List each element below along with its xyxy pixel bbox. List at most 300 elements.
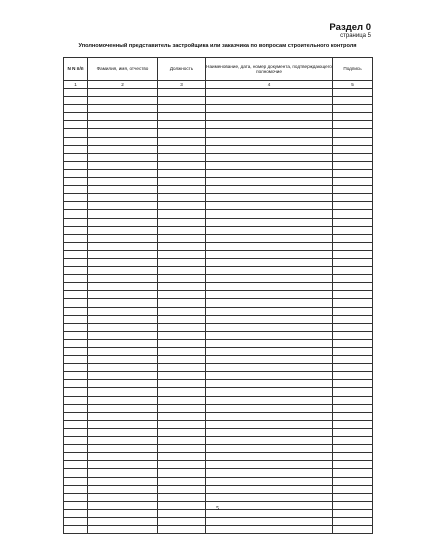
table-cell	[158, 105, 206, 113]
table-cell	[158, 129, 206, 137]
table-cell	[88, 461, 158, 469]
column-number: 4	[206, 81, 333, 89]
table-cell	[158, 113, 206, 121]
table-cell	[333, 372, 373, 380]
table-row	[64, 186, 373, 194]
table-cell	[88, 137, 158, 145]
table-row	[64, 89, 373, 97]
table-cell	[64, 242, 88, 250]
table-cell	[333, 250, 373, 258]
table-cell	[88, 97, 158, 105]
table-cell	[206, 97, 333, 105]
table-cell	[64, 283, 88, 291]
table-cell	[64, 404, 88, 412]
table-cell	[206, 186, 333, 194]
table-cell	[88, 339, 158, 347]
table-cell	[206, 89, 333, 97]
table-cell	[64, 105, 88, 113]
table-cell	[158, 404, 206, 412]
column-number: 5	[333, 81, 373, 89]
table-cell	[206, 105, 333, 113]
table-cell	[158, 412, 206, 420]
column-number: 2	[88, 81, 158, 89]
table-cell	[64, 129, 88, 137]
table-row	[64, 307, 373, 315]
table-cell	[206, 145, 333, 153]
table-cell	[206, 202, 333, 210]
table-cell	[333, 105, 373, 113]
table-cell	[206, 194, 333, 202]
table-cell	[158, 437, 206, 445]
table-cell	[206, 234, 333, 242]
table-row	[64, 493, 373, 501]
table-row	[64, 372, 373, 380]
table-cell	[206, 291, 333, 299]
table-row	[64, 428, 373, 436]
table-cell	[333, 445, 373, 453]
table-row	[64, 121, 373, 129]
table-cell	[333, 348, 373, 356]
table-cell	[158, 97, 206, 105]
table-cell	[88, 428, 158, 436]
page-number: 5	[216, 506, 219, 512]
table-cell	[88, 161, 158, 169]
table-cell	[158, 210, 206, 218]
table-cell	[158, 315, 206, 323]
table-cell	[158, 267, 206, 275]
table-cell	[64, 323, 88, 331]
table-cell	[206, 445, 333, 453]
table-cell	[64, 493, 88, 501]
table-cell	[88, 404, 158, 412]
table-cell	[64, 153, 88, 161]
table-row	[64, 291, 373, 299]
table-cell	[64, 380, 88, 388]
table-row	[64, 461, 373, 469]
table-cell	[206, 356, 333, 364]
table-cell	[333, 364, 373, 372]
table-cell	[158, 137, 206, 145]
table-cell	[158, 186, 206, 194]
table-cell	[158, 161, 206, 169]
table-cell	[333, 299, 373, 307]
table-cell	[88, 437, 158, 445]
table-cell	[206, 477, 333, 485]
table-cell	[158, 526, 206, 534]
table-cell	[333, 283, 373, 291]
table-cell	[206, 315, 333, 323]
table-cell	[333, 129, 373, 137]
table-row	[64, 356, 373, 364]
table-cell	[158, 469, 206, 477]
table-cell	[333, 137, 373, 145]
column-number-row	[64, 81, 373, 89]
table-cell	[88, 331, 158, 339]
table-cell	[333, 493, 373, 501]
table-cell	[206, 242, 333, 250]
table-cell	[158, 485, 206, 493]
table-cell	[206, 161, 333, 169]
table-cell	[333, 89, 373, 97]
table-cell	[88, 493, 158, 501]
table-cell	[88, 218, 158, 226]
table-row	[64, 129, 373, 137]
table-cell	[64, 364, 88, 372]
table-cell	[333, 194, 373, 202]
table-row	[64, 218, 373, 226]
table-cell	[333, 210, 373, 218]
table-cell	[206, 250, 333, 258]
table-cell	[88, 372, 158, 380]
column-header: Наименование, дата, номер документа, подтверждающего полномочие	[206, 58, 333, 81]
table-cell	[206, 388, 333, 396]
table-cell	[64, 372, 88, 380]
table-cell	[333, 404, 373, 412]
table-cell	[158, 283, 206, 291]
table-cell	[88, 153, 158, 161]
table-cell	[64, 178, 88, 186]
table-cell	[333, 412, 373, 420]
table-cell	[206, 169, 333, 177]
table-row	[64, 412, 373, 420]
table-cell	[88, 364, 158, 372]
table-cell	[158, 388, 206, 396]
table-cell	[88, 420, 158, 428]
table-row	[64, 113, 373, 121]
column-header: Подпись	[333, 58, 373, 81]
table-cell	[88, 477, 158, 485]
table-cell	[158, 202, 206, 210]
table-cell	[158, 145, 206, 153]
table-row	[64, 445, 373, 453]
document-title: Уполномоченный представитель застройщика или заказчика по вопросам строительного контроля	[78, 43, 357, 49]
table-cell	[88, 526, 158, 534]
table-cell	[64, 113, 88, 121]
table-cell	[64, 388, 88, 396]
table-cell	[88, 105, 158, 113]
table-cell	[64, 469, 88, 477]
table-cell	[206, 404, 333, 412]
table-row	[64, 194, 373, 202]
table-row	[64, 453, 373, 461]
table-cell	[158, 477, 206, 485]
table-cell	[64, 137, 88, 145]
table-cell	[158, 291, 206, 299]
table-row	[64, 420, 373, 428]
table-cell	[88, 169, 158, 177]
table-cell	[206, 412, 333, 420]
column-header: Должность	[158, 58, 206, 81]
table-cell	[64, 420, 88, 428]
table-cell	[64, 339, 88, 347]
table-cell	[64, 267, 88, 275]
table-row	[64, 517, 373, 525]
table-row	[64, 364, 373, 372]
table-cell	[333, 461, 373, 469]
table-cell	[206, 331, 333, 339]
table-cell	[206, 469, 333, 477]
table-row	[64, 339, 373, 347]
table-row	[64, 469, 373, 477]
table-cell	[64, 307, 88, 315]
table-cell	[206, 267, 333, 275]
table-cell	[64, 526, 88, 534]
table-row	[64, 250, 373, 258]
table-row	[64, 396, 373, 404]
table-cell	[64, 315, 88, 323]
table-cell	[206, 453, 333, 461]
table-cell	[158, 372, 206, 380]
table-cell	[88, 307, 158, 315]
table-row	[64, 380, 373, 388]
table-cell	[64, 356, 88, 364]
table-cell	[333, 267, 373, 275]
table-cell	[88, 412, 158, 420]
table-row	[64, 242, 373, 250]
table-row	[64, 137, 373, 145]
table-cell	[206, 226, 333, 234]
table-cell	[206, 113, 333, 121]
table-cell	[88, 445, 158, 453]
table-cell	[206, 396, 333, 404]
table-cell	[206, 461, 333, 469]
table-row	[64, 161, 373, 169]
table-cell	[158, 428, 206, 436]
table-cell	[333, 526, 373, 534]
table-cell	[64, 202, 88, 210]
table-cell	[206, 307, 333, 315]
table-cell	[333, 428, 373, 436]
table-cell	[64, 275, 88, 283]
table-row	[64, 526, 373, 534]
table-cell	[88, 275, 158, 283]
table-row	[64, 97, 373, 105]
table-cell	[333, 218, 373, 226]
table-cell	[158, 420, 206, 428]
table-cell	[88, 234, 158, 242]
table-cell	[333, 242, 373, 250]
table-cell	[206, 210, 333, 218]
table-cell	[64, 485, 88, 493]
table-cell	[158, 339, 206, 347]
table-body	[64, 89, 373, 534]
table-cell	[206, 218, 333, 226]
table-row	[64, 210, 373, 218]
table-cell	[158, 299, 206, 307]
table-cell	[88, 178, 158, 186]
table-cell	[88, 89, 158, 97]
table-cell	[158, 307, 206, 315]
table-cell	[88, 517, 158, 525]
table-cell	[88, 226, 158, 234]
table-cell	[88, 323, 158, 331]
table-cell	[158, 89, 206, 97]
table-cell	[333, 291, 373, 299]
table-cell	[333, 178, 373, 186]
column-header: Фамилия, имя, отчество	[88, 58, 158, 81]
table-cell	[64, 517, 88, 525]
table-row	[64, 258, 373, 266]
table-cell	[158, 194, 206, 202]
page-label: страница 5	[340, 33, 371, 39]
table-cell	[64, 234, 88, 242]
table-cell	[333, 477, 373, 485]
table-cell	[64, 194, 88, 202]
table-cell	[333, 97, 373, 105]
table-cell	[88, 348, 158, 356]
table-cell	[158, 153, 206, 161]
table-cell	[88, 291, 158, 299]
table-cell	[64, 226, 88, 234]
table-cell	[88, 121, 158, 129]
table-cell	[88, 242, 158, 250]
table-cell	[333, 323, 373, 331]
table-row	[64, 283, 373, 291]
table-row	[64, 331, 373, 339]
table-cell	[158, 461, 206, 469]
table-cell	[64, 437, 88, 445]
table-row	[64, 404, 373, 412]
column-header-row	[64, 58, 373, 81]
table-cell	[333, 388, 373, 396]
table-cell	[333, 169, 373, 177]
table-row	[64, 315, 373, 323]
table-cell	[88, 388, 158, 396]
table-cell	[158, 517, 206, 525]
table-row	[64, 477, 373, 485]
table-cell	[158, 226, 206, 234]
table-cell	[158, 121, 206, 129]
table-cell	[333, 396, 373, 404]
table-cell	[64, 299, 88, 307]
table-cell	[206, 258, 333, 266]
table-cell	[333, 121, 373, 129]
table-row	[64, 178, 373, 186]
table-cell	[158, 242, 206, 250]
table-cell	[158, 493, 206, 501]
table-cell	[333, 161, 373, 169]
table-cell	[64, 186, 88, 194]
table-cell	[333, 315, 373, 323]
table-cell	[206, 121, 333, 129]
table-cell	[88, 267, 158, 275]
table-cell	[333, 437, 373, 445]
table-row	[64, 267, 373, 275]
table-cell	[88, 469, 158, 477]
table-cell	[206, 420, 333, 428]
table-cell	[88, 129, 158, 137]
table-cell	[158, 169, 206, 177]
table-cell	[64, 477, 88, 485]
table-cell	[64, 89, 88, 97]
table-cell	[333, 339, 373, 347]
table-cell	[333, 258, 373, 266]
table-cell	[158, 275, 206, 283]
table-cell	[88, 380, 158, 388]
table-cell	[64, 453, 88, 461]
table-cell	[64, 348, 88, 356]
representatives-table	[63, 57, 373, 534]
table-cell	[206, 485, 333, 493]
table-row	[64, 275, 373, 283]
table-cell	[333, 331, 373, 339]
table-cell	[158, 234, 206, 242]
table-cell	[64, 161, 88, 169]
table-row	[64, 202, 373, 210]
table-cell	[158, 356, 206, 364]
table-cell	[158, 364, 206, 372]
table-cell	[64, 258, 88, 266]
table-cell	[158, 445, 206, 453]
table-cell	[206, 339, 333, 347]
table-cell	[158, 331, 206, 339]
table-cell	[206, 428, 333, 436]
table-cell	[64, 428, 88, 436]
table-cell	[206, 526, 333, 534]
table-cell	[88, 315, 158, 323]
table-cell	[333, 420, 373, 428]
table-row	[64, 388, 373, 396]
table-row	[64, 485, 373, 493]
table-cell	[64, 97, 88, 105]
table-cell	[88, 283, 158, 291]
table-row	[64, 169, 373, 177]
table-cell	[333, 145, 373, 153]
table-cell	[88, 210, 158, 218]
table-row	[64, 145, 373, 153]
table-cell	[158, 453, 206, 461]
section-heading: Раздел 0	[329, 22, 371, 33]
table-cell	[206, 517, 333, 525]
table-cell	[333, 469, 373, 477]
table-cell	[88, 202, 158, 210]
table-row	[64, 348, 373, 356]
table-cell	[64, 169, 88, 177]
table-cell	[64, 250, 88, 258]
table-cell	[206, 178, 333, 186]
table-row	[64, 437, 373, 445]
table-cell	[333, 485, 373, 493]
table-cell	[158, 258, 206, 266]
table-cell	[64, 121, 88, 129]
table-cell	[158, 348, 206, 356]
table-row	[64, 299, 373, 307]
table-row	[64, 153, 373, 161]
table-cell	[88, 356, 158, 364]
table-cell	[88, 194, 158, 202]
table-cell	[64, 461, 88, 469]
table-cell	[333, 356, 373, 364]
table-cell	[88, 113, 158, 121]
table-cell	[158, 178, 206, 186]
table-cell	[206, 129, 333, 137]
table-cell	[88, 258, 158, 266]
table-cell	[206, 380, 333, 388]
table-cell	[64, 331, 88, 339]
table-cell	[64, 291, 88, 299]
table-cell	[88, 453, 158, 461]
table-cell	[206, 283, 333, 291]
table-cell	[333, 202, 373, 210]
table-cell	[333, 517, 373, 525]
table-cell	[88, 396, 158, 404]
table-row	[64, 226, 373, 234]
table-cell	[206, 299, 333, 307]
table-cell	[206, 437, 333, 445]
table-cell	[158, 218, 206, 226]
table-cell	[88, 485, 158, 493]
table-cell	[206, 364, 333, 372]
